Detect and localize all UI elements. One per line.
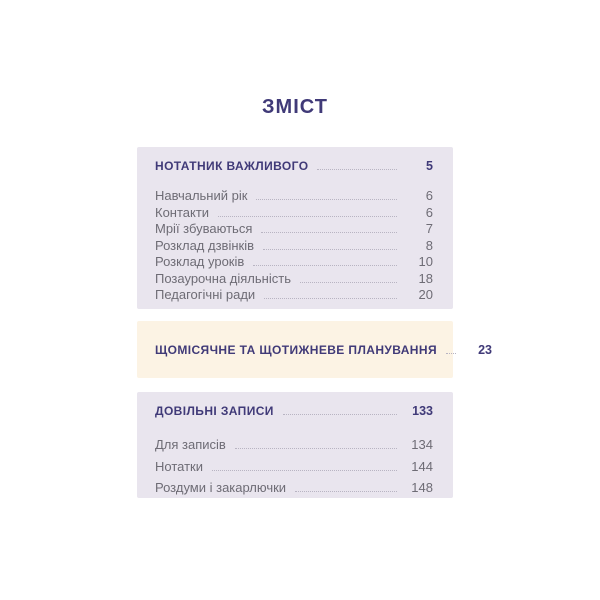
toc-row [155,205,433,222]
toc-row [155,287,433,304]
toc-item-label: Розклад уроків [155,254,245,269]
toc-item-page: 18 [418,270,433,286]
toc-section-planning [137,321,492,378]
dot-leader [317,169,397,170]
section-header-row [155,404,433,428]
dot-leader [218,216,397,217]
section-title: ЩОМІСЯЧНЕ ТА ЩОТИЖНЕВЕ ПЛАНУВАННЯ [155,342,437,357]
dot-leader [256,199,397,200]
toc-section-free-notes [137,392,453,498]
toc-item-label: Мрії збуваються [155,221,253,236]
toc-row [155,188,433,205]
section-page-number: 5 [426,159,433,173]
toc-item-label: Навчальний рік [155,188,248,203]
section-page-number: 133 [412,404,433,418]
toc-item-label: Розклад дзвінків [155,237,254,253]
toc-item-label: Контакти [155,204,210,220]
toc-row [155,221,433,238]
toc-row [155,254,433,271]
dot-leader [253,265,397,266]
section-title: НОТАТНИК ВАЖЛИВОГО [155,159,309,173]
toc-item-page: 148 [411,480,433,495]
dot-leader [295,491,397,492]
toc-item-page: 144 [411,458,433,474]
dot-leader [263,249,397,250]
section-header-row [155,159,433,183]
toc-row [155,459,433,481]
toc-section-notes [137,147,453,309]
dot-leader [264,298,397,299]
toc-row [155,437,433,459]
section-title: ДОВІЛЬНІ ЗАПИСИ [155,404,274,418]
page-title: ЗМІСТ [262,96,328,118]
toc-row [155,480,433,502]
toc-item-label: Роздуми і закарлючки [155,480,287,495]
toc-item-page: 7 [425,221,433,236]
toc-item-page: 6 [425,188,433,203]
toc-item-label: Для записів [155,437,226,452]
section-page-number: 23 [478,342,492,357]
dot-leader [235,448,397,449]
toc-item-page: 10 [418,254,433,269]
toc-item-page: 6 [425,204,433,220]
toc-item-page: 8 [425,237,433,253]
toc-item-label: Нотатки [155,458,203,474]
toc-item-page: 20 [418,287,433,302]
toc-row [155,238,433,255]
toc-item-label: Позаурочна діяльність [155,270,291,286]
dot-leader [261,232,397,233]
dot-leader [300,282,397,283]
section-header-row [155,342,492,357]
dot-leader [283,414,397,415]
dot-leader [446,353,456,354]
toc-row [155,271,433,288]
dot-leader [212,470,397,471]
toc-item-label: Педагогічні ради [155,287,256,302]
toc-item-page: 134 [411,437,433,452]
